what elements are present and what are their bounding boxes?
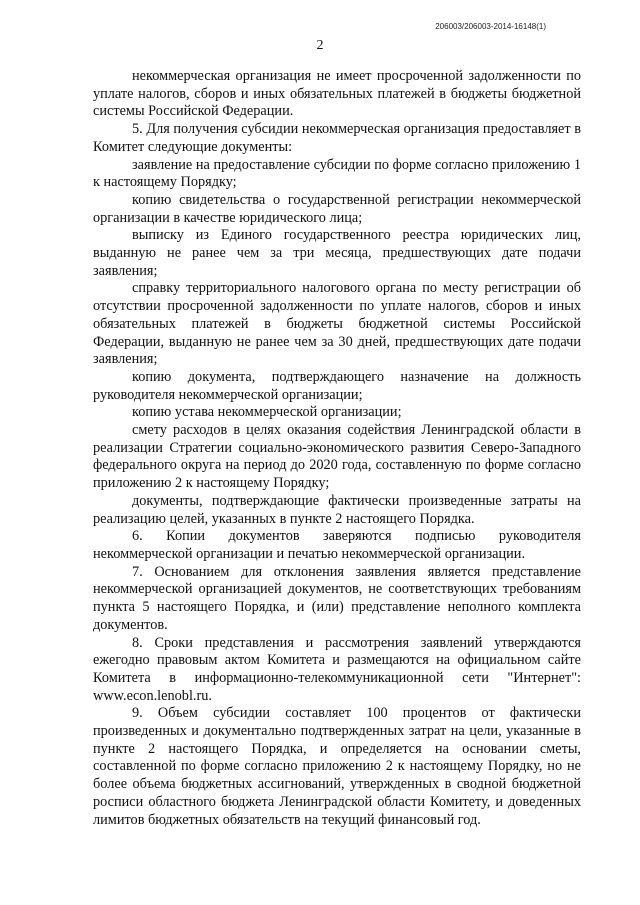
document-body: [93, 68, 581, 829]
paragraph-registry-extract: выписку из Единого государственного реестра юридических лиц, выданную не ранее чем за три месяца, предшествующих дате подачи заявления;: [93, 227, 581, 279]
paragraph-expense-documents: документы, подтверждающие фактически произведенные затраты на реализацию целей, указанных в пункте 2 настоящего Порядка.: [93, 492, 581, 527]
page-number: 2: [316, 38, 324, 53]
paragraph-tax-certificate: справку территориального налогового органа по месту регистрации об отсутствии просроченной задолженности по уплате налогов, сборов и иных обязательных платежей в бюджеты бюджетной системы Российской Федерации, выданную не ранее чем за 30 дней, предшествующих дате подачи заявления;: [93, 280, 581, 368]
paragraph-item-7: 7. Основанием для отклонения заявления является представление некоммерческой организацией документов, не соответствующих требованиям пункта 5 настоящего Порядка, и (или) представление неполного комплекта документов.: [93, 563, 581, 633]
paragraph-application: заявление на предоставление субсидии по форме согласно приложению 1 к настоящему Порядку;: [93, 156, 581, 191]
paragraph-debt-condition: некоммерческая организация не имеет просроченной задолженности по уплате налогов, сборов и иных обязательных платежей в бюджеты бюджетной системы Российской Федерации.: [93, 68, 581, 120]
paragraph-item-8: 8. Сроки представления и рассмотрения заявлений утверждаются ежегодно правовым актом Комитета и размещаются на официальном сайте Комитета в информационно-телекоммуникационной сети "Интернет": www.econ.lenobl.ru.: [93, 634, 581, 704]
paragraph-registration-certificate: копию свидетельства о государственной регистрации некоммерческой организации в качестве юридического лица;: [93, 191, 581, 226]
paragraph-item-6: 6. Копии документов заверяются подписью руководителя некоммерческой организации и печатью некоммерческой организации.: [93, 528, 581, 562]
paragraph-cost-estimate: смету расходов в целях оказания содействия Ленинградской области в реализации Стратегии социально-экономического развития Северо-Западного федерального округа на период до 2020 года, составленную по форме согласно приложению 2 к настоящему Порядку;: [93, 422, 581, 492]
paragraph-item-9: 9. Объем субсидии составляет 100 процентов от фактически произведенных и документально подтвержденных затрат на цели, указанные в пункте 2 настоящего Порядка, и определяется на основании сметы, составленной по форме согласно приложению 2 к настоящему Порядку, но не более объема бюджетных ассигнований, утвержденных в сводной бюджетной росписи областного бюджета Ленинградской области Комитету, и доведенных лимитов бюджетных обязательств на текущий финансовый год.: [93, 705, 581, 828]
paragraph-charter-copy: копию устава некоммерческой организации;: [132, 404, 402, 421]
paragraph-appointment-copy: копию документа, подтверждающего назначение на должность руководителя некоммерческой организации;: [93, 368, 581, 403]
document-id: 206003/206003-2014-16148(1): [435, 22, 546, 31]
paragraph-item-5: 5. Для получения субсидии некоммерческая организация предоставляет в Комитет следующие документы:: [93, 121, 581, 155]
